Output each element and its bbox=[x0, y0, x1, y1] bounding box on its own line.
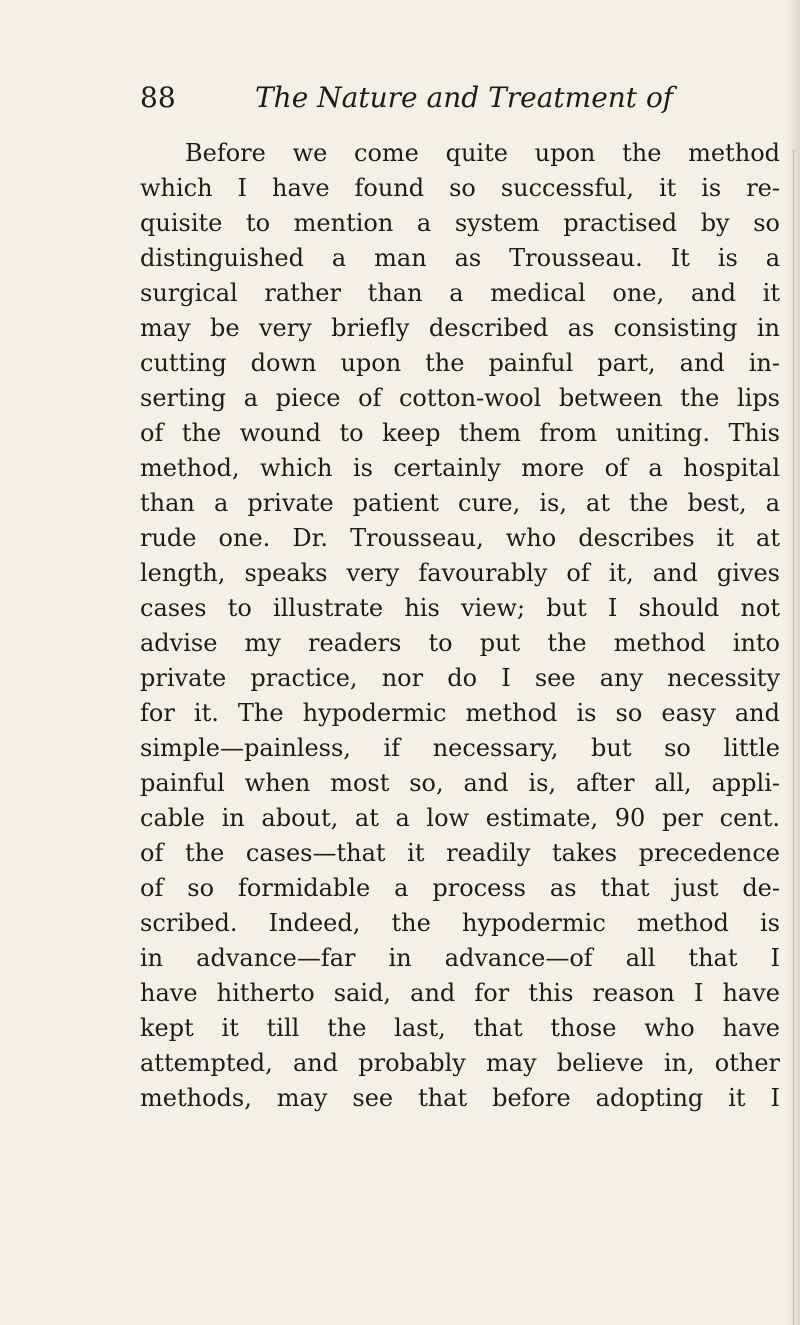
text-line: of so formidable a process as that just de- bbox=[140, 874, 780, 902]
text-line: surgical rather than a medical one, and it bbox=[140, 279, 780, 307]
text-line: simple—painless, if necessary, but so little bbox=[140, 734, 780, 762]
text-line: for it. The hypodermic method is so easy and bbox=[140, 699, 780, 727]
text-line: distinguished a man as Trousseau. It is a bbox=[140, 244, 780, 272]
text-line: kept it till the last, that those who have bbox=[140, 1014, 780, 1042]
text-line: length, speaks very favourably of it, and gives bbox=[140, 559, 780, 587]
text-line: of the wound to keep them from uniting. This bbox=[140, 419, 780, 447]
text-line: in advance—far in advance—of all that I bbox=[140, 944, 780, 972]
text-line: cable in about, at a low estimate, 90 per cent. bbox=[140, 804, 780, 832]
page-number: 88 bbox=[140, 81, 176, 114]
text-line: of the cases—that it readily takes precedence bbox=[140, 839, 780, 867]
text-line: advise my readers to put the method into bbox=[140, 629, 780, 657]
text-line: painful when most so, and is, after all, appli- bbox=[140, 769, 780, 797]
page-edge-shadow bbox=[786, 0, 800, 1325]
text-line: methods, may see that before adopting it I bbox=[140, 1084, 780, 1112]
text-line: quisite to mention a system practised by so bbox=[140, 209, 780, 237]
text-line: scribed. Indeed, the hypodermic method is bbox=[140, 909, 780, 937]
text-line: rude one. Dr. Trousseau, who describes it at bbox=[140, 524, 780, 552]
running-head bbox=[140, 78, 780, 118]
text-line: than a private patient cure, is, at the best, a bbox=[140, 489, 780, 517]
text-line: serting a piece of cotton-wool between the lips bbox=[140, 384, 780, 412]
text-line: cases to illustrate his view; but I should not bbox=[140, 594, 780, 622]
text-line: Before we come quite upon the method bbox=[185, 139, 780, 167]
text-line: have hitherto said, and for this reason I have bbox=[140, 979, 780, 1007]
text-line: which I have found so successful, it is re- bbox=[140, 174, 780, 202]
body-paragraph bbox=[140, 136, 780, 1116]
text-line: method, which is certainly more of a hospital bbox=[140, 454, 780, 482]
text-line: may be very briefly described as consisting in bbox=[140, 314, 780, 342]
text-line: private practice, nor do I see any necessity bbox=[140, 664, 780, 692]
running-title: The Nature and Treatment of bbox=[255, 81, 674, 114]
text-line: cutting down upon the painful part, and in- bbox=[140, 349, 780, 377]
text-line: attempted, and probably may believe in, other bbox=[140, 1049, 780, 1077]
